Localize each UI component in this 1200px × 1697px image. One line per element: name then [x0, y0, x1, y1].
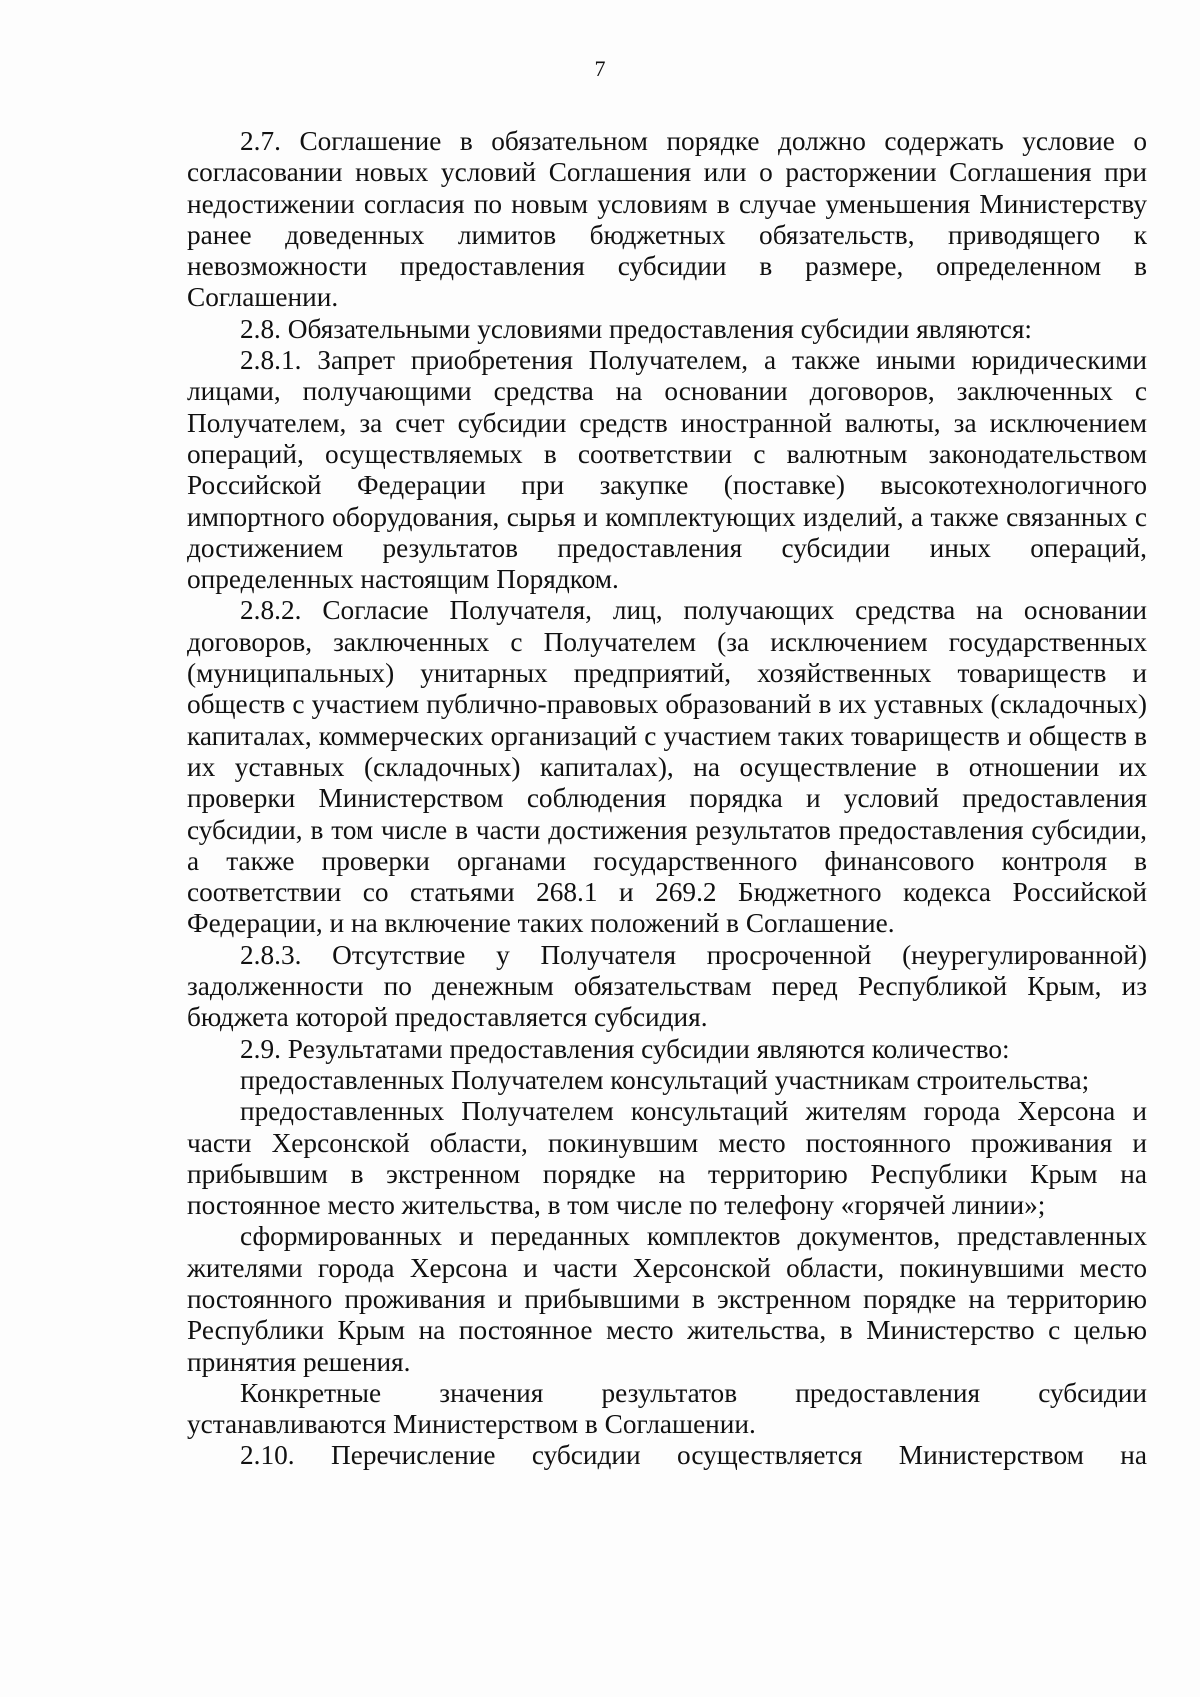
paragraph-2-8-3: 2.8.3. Отсутствие у Получателя просроченной (неурегулированной) задолженности по денежным обязательствам перед Республикой Крым, из бюджета которой предоставляется субсидия. [187, 939, 1147, 1033]
paragraph-2-10: 2.10. Перечисление субсидии осуществляется Министерством на [240, 1440, 1147, 1471]
paragraph-2-9-item-2: предоставленных Получателем консультаций жителям города Херсона и части Херсонской области, покинувшим место постоянного проживания и прибывшим в экстренном порядке на территорию Республики Крым на постоянное место жительства, в том числе по телефону «горячей линии»; [187, 1096, 1147, 1221]
paragraph-2-7: 2.7. Соглашение в обязательном порядке должно содержать условие о согласовании новых условий Соглашения или о расторжении Соглашения при недостижении согласия по новым условиям в случае уменьшения Министерству ранее доведенных лимитов бюджетных обязательств, приводящего к невозможности предоставления субсидии в размере, определенном в Соглашении. [187, 126, 1147, 313]
paragraph-2-9-values: Конкретные значения результатов предоставления субсидии устанавливаются Министерством в Соглашении. [187, 1377, 1147, 1440]
paragraph-2-8: 2.8. Обязательными условиями предоставления субсидии являются: [240, 313, 1032, 344]
paragraph-2-8-1: 2.8.1. Запрет приобретения Получателем, а также иными юридическими лицами, получающими средства на основании договоров, заключенных с Получателем, за счет субсидии средств иностранной валюты, за исключением операций, осуществляемых в соответствии с валютным законодательством Российской Федерации при закупке (поставке) высокотехнологичного импортного оборудования, сырья и комплектующих изделий, а также связанных с достижением результатов предоставления субсидии иных операций, определенных настоящим Порядком. [187, 345, 1147, 595]
document-body [187, 126, 1147, 1472]
page-number: 7 [594, 56, 606, 81]
paragraph-2-9-item-1: предоставленных Получателем консультаций участникам строительства; [240, 1064, 1090, 1095]
paragraph-2-9-item-3: сформированных и переданных комплектов документов, представленных жителями города Херсона и части Херсонской области, покинувшими место постоянного проживания и прибывшими в экстренном порядке на территорию Республики Крым на постоянное место жительства, в Министерство с целью принятия решения. [187, 1221, 1147, 1377]
paragraph-2-8-2: 2.8.2. Согласие Получателя, лиц, получающих средства на основании договоров, заключенных с Получателем (за исключением государственных (муниципальных) унитарных предприятий, хозяйственных товариществ и обществ с участием публично-правовых образований в их уставных (складочных) капиталах, коммерческих организаций с участием таких товариществ и обществ в их уставных (складочных) капиталах), на осуществление в отношении их проверки Министерством соблюдения порядка и условий предоставления субсидии, в том числе в части достижения результатов предоставления субсидии, а также проверки органами государственного финансового контроля в соответствии со статьями 268.1 и 269.2 Бюджетного кодекса Российской Федерации, и на включение таких положений в Соглашение. [187, 595, 1147, 939]
paragraph-2-9: 2.9. Результатами предоставления субсидии являются количество: [240, 1033, 1010, 1064]
